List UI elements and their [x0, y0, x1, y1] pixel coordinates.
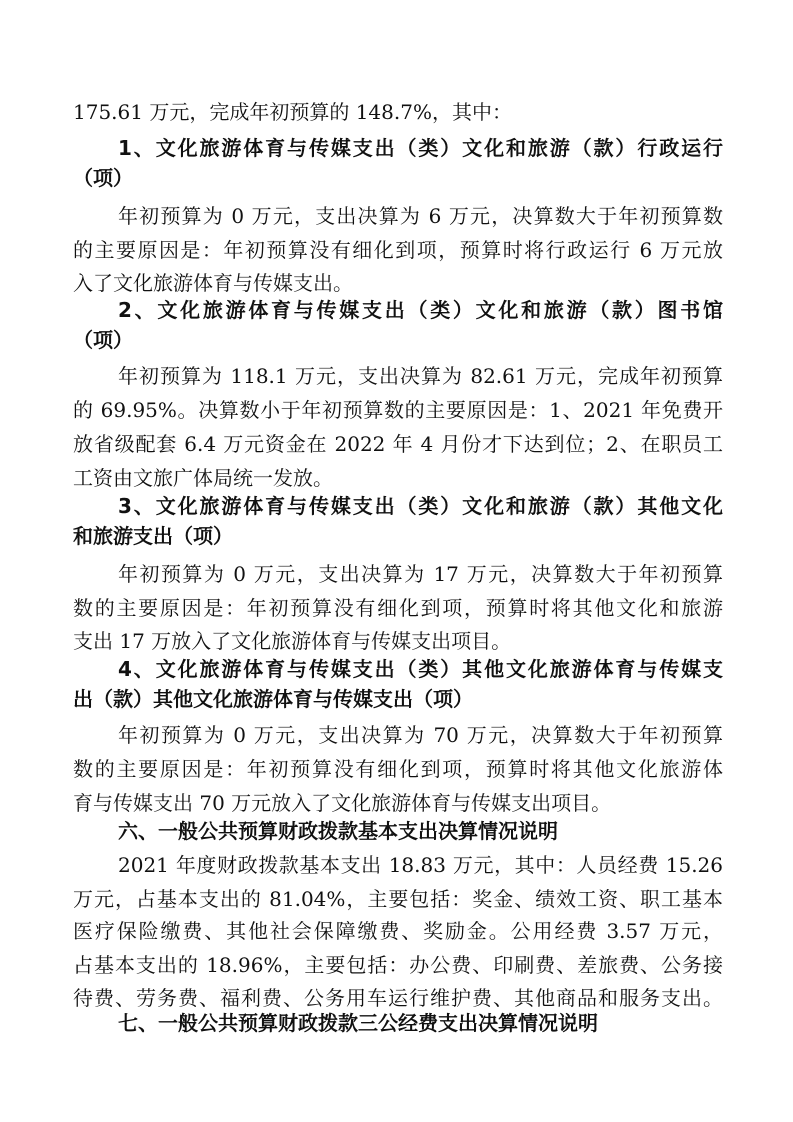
text-line: 万元，占基本支出的 81.04%，主要包括：奖金、绩效工资、职工基本 — [73, 887, 723, 911]
text-line: 占基本支出的 18.96%，主要包括：办公费、印刷费、差旅费、公务接 — [73, 953, 723, 977]
section-heading: 1、文化旅游体育与传媒支出（类）文化和旅游（款）行政运行 — [118, 136, 723, 160]
text-line: 年初预算为 0 万元，支出决算为 70 万元，决算数大于年初预算 — [118, 723, 723, 747]
text-line: 数的主要原因是：年初预算没有细化到项，预算时将其他文化旅游体 — [73, 757, 723, 781]
text-line: 育与传媒支出 70 万元放入了文化旅游体育与传媒支出项目。 — [73, 791, 612, 815]
text-line: 支出 17 万放入了文化旅游体育与传媒支出项目。 — [73, 629, 512, 653]
section-heading: 七、一般公共预算财政拨款三公经费支出决算情况说明 — [118, 1011, 598, 1035]
section-heading: 出（款）其他文化旅游体育与传媒支出（项） — [73, 687, 473, 711]
text-line: 年初预算为 118.1 万元，支出决算为 82.61 万元，完成年初预算 — [118, 364, 723, 388]
text-line: 的 69.95%。决算数小于年初预算数的主要原因是：1、2021 年免费开 — [73, 398, 723, 422]
text-line: 医疗保险缴费、其他社会保障缴费、奖励金。公用经费 3.57 万元， — [73, 919, 723, 943]
section-heading: 和旅游支出（项） — [73, 524, 233, 548]
text-line: 数的主要原因是：年初预算没有细化到项，预算时将其他文化和旅游 — [73, 596, 723, 620]
text-line: 工资由文旅广体局统一发放。 — [73, 466, 333, 490]
text-line: 年初预算为 0 万元，支出决算为 17 万元，决算数大于年初预算 — [118, 562, 723, 586]
section-heading: （项） — [73, 328, 133, 352]
section-heading: 3、文化旅游体育与传媒支出（类）文化和旅游（款）其他文化 — [118, 494, 723, 518]
text-line: 175.61 万元，完成年初预算的 148.7%，其中： — [73, 100, 512, 124]
text-line: 待费、劳务费、福利费、公务用车运行维护费、其他商品和服务支出。 — [73, 986, 723, 1010]
text-line: 2021 年度财政拨款基本支出 18.83 万元，其中：人员经费 15.26 — [118, 853, 723, 877]
text-line: 放省级配套 6.4 万元资金在 2022 年 4 月份才下达到位；2、在职员工 — [73, 432, 723, 456]
text-line: 入了文化旅游体育与传媒支出。 — [73, 271, 353, 295]
text-line: 的主要原因是：年初预算没有细化到项，预算时将行政运行 6 万元放 — [73, 238, 723, 262]
section-heading: 4、文化旅游体育与传媒支出（类）其他文化旅游体育与传媒支 — [118, 657, 723, 681]
section-heading: （项） — [73, 166, 133, 190]
text-line: 年初预算为 0 万元，支出决算为 6 万元，决算数大于年初预算数 — [118, 204, 723, 228]
section-heading: 六、一般公共预算财政拨款基本支出决算情况说明 — [118, 819, 558, 843]
section-heading: 2、文化旅游体育与传媒支出（类）文化和旅游（款）图书馆 — [118, 298, 723, 322]
